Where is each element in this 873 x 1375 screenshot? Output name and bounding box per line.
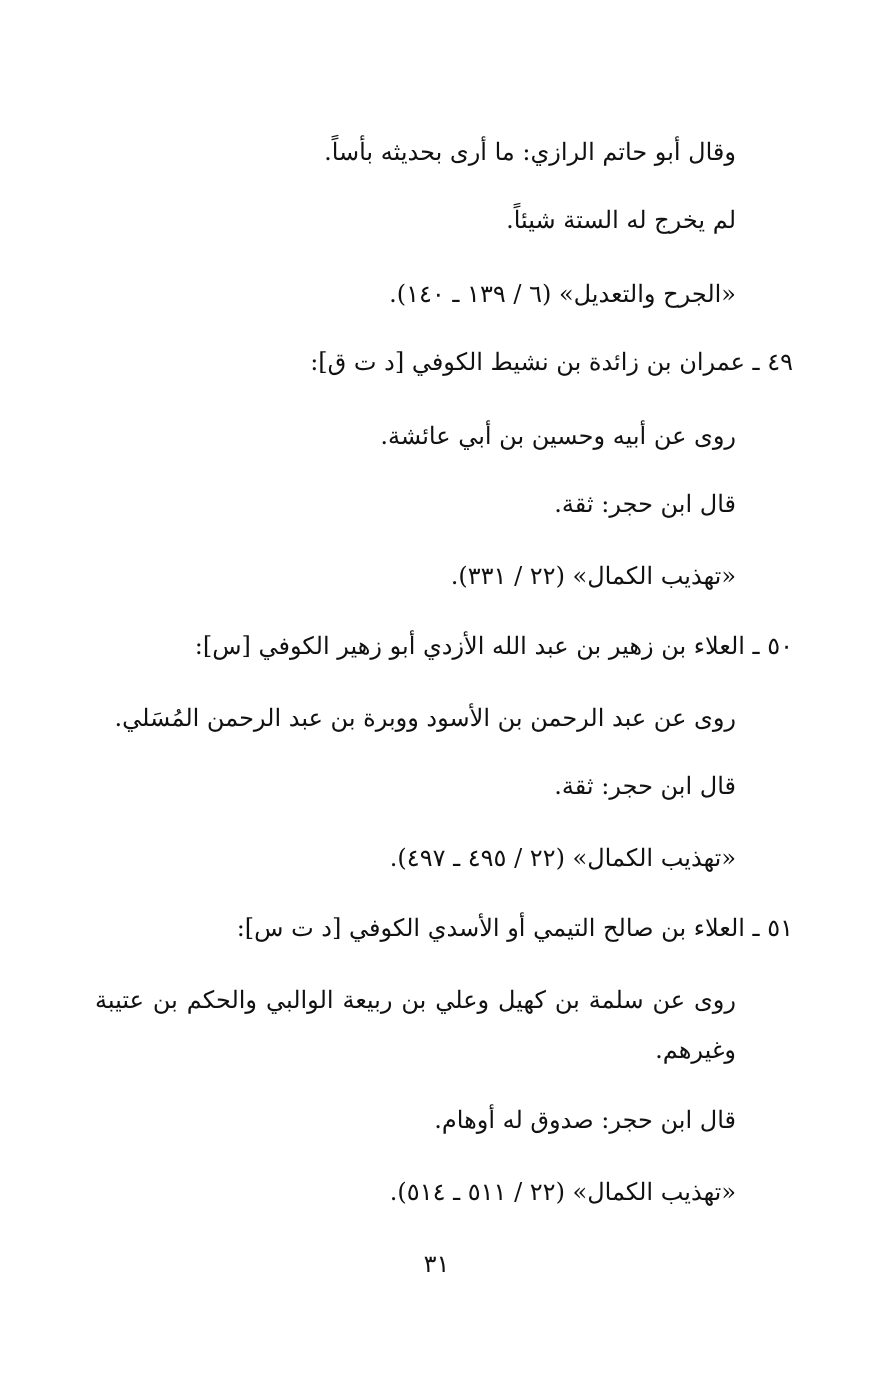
entry-heading-50: ٥٠ ـ العلاء بن زهير بن عبد الله الأزدي أبو زهير الكوفي [س]: [194, 632, 793, 660]
text-line: وقال أبو حاتم الرازي: ما أرى بحديثه بأساً. [324, 138, 736, 166]
citation-line: «تهذيب الكمال» (٢٢ / ٤٩٥ ـ ٤٩٧). [389, 844, 736, 872]
text-line: قال ابن حجر: ثقة. [554, 490, 736, 518]
text-line: وغيرهم. [655, 1036, 736, 1064]
text-line: روى عن سلمة بن كهيل وعلي بن ربيعة الوالبي والحكم بن عتيبة [95, 986, 736, 1014]
citation-line: «تهذيب الكمال» (٢٢ / ٥١١ ـ ٥١٤). [389, 1178, 736, 1206]
entry-heading-51: ٥١ ـ العلاء بن صالح التيمي أو الأسدي الكوفي [د ت س]: [236, 914, 793, 942]
text-line: قال ابن حجر: صدوق له أوهام. [434, 1106, 736, 1134]
page-number: ٣١ [423, 1250, 450, 1278]
text-line: روى عن أبيه وحسين بن أبي عائشة. [380, 422, 736, 450]
citation-line: «تهذيب الكمال» (٢٢ / ٣٣١). [450, 562, 736, 590]
entry-heading-49: ٤٩ ـ عمران بن زائدة بن نشيط الكوفي [د ت ق]: [310, 348, 793, 376]
text-line: قال ابن حجر: ثقة. [554, 772, 736, 800]
text-line: لم يخرج له الستة شيئاً. [506, 206, 736, 234]
text-line: روى عن عبد الرحمن بن الأسود ووبرة بن عبد الرحمن المُسَلي. [114, 704, 736, 732]
citation-line: «الجرح والتعديل» (٦ / ١٣٩ ـ ١٤٠). [389, 280, 736, 308]
